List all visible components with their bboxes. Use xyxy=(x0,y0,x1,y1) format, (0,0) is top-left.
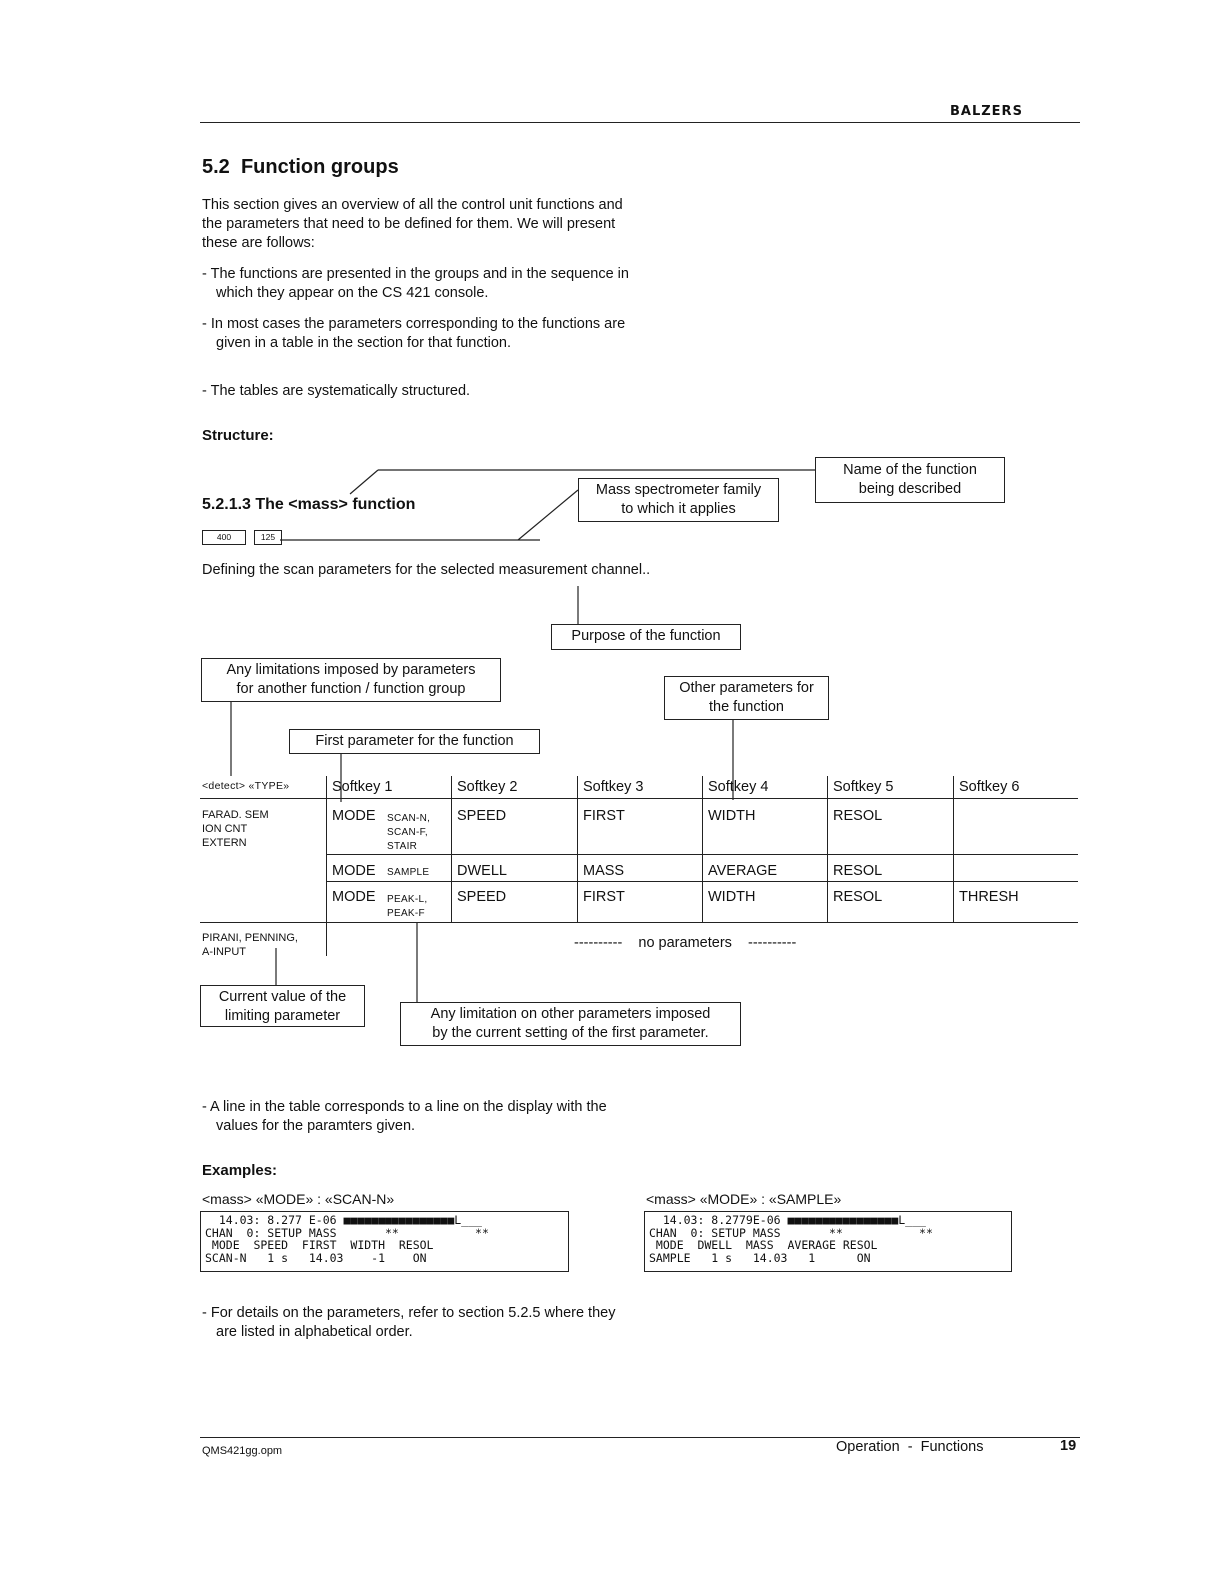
detector-name: ION CNT xyxy=(202,823,248,835)
no-parameters-text: ---------- no parameters ---------- xyxy=(574,935,797,951)
examples-heading: Examples: xyxy=(202,1162,278,1179)
family-key-125: 125 xyxy=(254,530,282,545)
table-header-softkey-6: Softkey 6 xyxy=(959,779,1020,795)
table-col-divider xyxy=(953,776,954,922)
example-left-caption: <mass> «MODE» : «SCAN-N» xyxy=(202,1191,395,1207)
callout-text: being described xyxy=(858,481,962,497)
example-right-display xyxy=(644,1211,1012,1272)
mode-option: STAIR xyxy=(387,841,418,852)
intro-paragraph: This section gives an overview of all the control unit functions and the parameters that need to be defined for them. We will present these are follows: xyxy=(202,197,623,251)
table-row-3-cell: FIRST xyxy=(583,889,625,905)
table-row-2-cell: DWELL xyxy=(457,863,507,879)
callout-text: Any limitation on other parameters imposed xyxy=(430,1006,711,1022)
table-row-3-cell: SPEED xyxy=(457,889,507,905)
callout-first-param: First parameter for the function xyxy=(289,729,540,754)
callout-text: to which it applies xyxy=(621,501,736,517)
section-number: 5.2 xyxy=(202,156,230,178)
display-line: 14.03: 8.2779E-06 ■■■■■■■■■■■■■■■■L___ xyxy=(649,1213,926,1227)
table-row-2-mode: MODE xyxy=(332,863,376,879)
table-group-rule xyxy=(200,922,1078,923)
table-row-2-cell: MASS xyxy=(583,863,625,879)
table-row-3-cell: WIDTH xyxy=(708,889,756,905)
table-row-2-cell: RESOL xyxy=(833,863,883,879)
table-header-rule xyxy=(200,798,1078,799)
callout-text: Name of the function xyxy=(843,462,977,478)
display-line: 14.03: 8.277 E-06 ■■■■■■■■■■■■■■■■L___ xyxy=(205,1213,482,1227)
footer-filename: QMS421gg.opm xyxy=(202,1445,283,1457)
page-number: 19 xyxy=(1060,1438,1077,1454)
display-line: MODE SPEED FIRST WIDTH RESOL xyxy=(205,1238,434,1253)
note-table-line: - A line in the table corresponds to a line on the display with the values for the paramters given. xyxy=(202,1099,607,1134)
detector-name: A-INPUT xyxy=(202,946,246,958)
mode-option: SCAN-N, xyxy=(387,813,431,824)
table-row-3-mode: MODE xyxy=(332,889,376,905)
table-header-softkey-2: Softkey 2 xyxy=(457,779,518,795)
callout-text: Mass spectrometer family xyxy=(595,482,762,498)
example-right-caption: <mass> «MODE» : «SAMPLE» xyxy=(646,1191,842,1207)
callout-text: by the current setting of the first parameter. xyxy=(432,1025,709,1041)
table-row-rule xyxy=(327,854,1078,855)
callout-text: for another function / function group xyxy=(236,681,466,697)
detector-name: FARAD. SEM xyxy=(202,809,269,821)
table-col-divider xyxy=(827,776,828,922)
table-row-1-cell: RESOL xyxy=(833,808,883,824)
callout-text: limiting parameter xyxy=(224,1008,341,1024)
display-line: CHAN 0: SETUP MASS ** ** xyxy=(205,1225,489,1240)
table-header-softkey-5: Softkey 5 xyxy=(833,779,894,795)
group1-detector-label xyxy=(202,808,269,850)
table-row-3-cell: RESOL xyxy=(833,889,883,905)
table-col-divider xyxy=(702,776,703,922)
table-row-rule xyxy=(327,881,1078,882)
footer-rule xyxy=(200,1437,1080,1438)
callout-text: Other parameters for xyxy=(679,680,814,696)
display-line: CHAN 0: SETUP MASS ** ** xyxy=(649,1225,933,1240)
display-line: SAMPLE 1 s 14.03 1 ON xyxy=(649,1250,871,1265)
callout-function-name xyxy=(815,457,1005,503)
callout-text: Any limitations imposed by parameters xyxy=(226,662,476,678)
table-row-2-cell: AVERAGE xyxy=(708,863,778,879)
table-row-3-cell: THRESH xyxy=(959,889,1019,905)
table-header-softkey-4: Softkey 4 xyxy=(708,779,769,795)
table-row-1-cell: WIDTH xyxy=(708,808,756,824)
structure-heading: Structure: xyxy=(202,427,274,444)
footer-section: Operation - Functions xyxy=(836,1439,984,1455)
detector-name: EXTERN xyxy=(202,837,247,849)
display-line: MODE DWELL MASS AVERAGE RESOL xyxy=(649,1238,878,1253)
table-row-1-options xyxy=(387,812,430,854)
mode-option: SCAN-F, xyxy=(387,827,428,838)
callout-other-params xyxy=(664,676,829,720)
example-function-title: 5.2.1.3 The <mass> function xyxy=(202,496,416,513)
mode-option: SAMPLE xyxy=(387,867,430,878)
table-row-3-options xyxy=(387,893,427,921)
bullet-2: - In most cases the parameters corresponding to the functions are given in a table in the section for that function. xyxy=(202,316,626,351)
table-corner-label: <detect> «TYPE» xyxy=(202,780,290,792)
bullet-1: - The functions are presented in the groups and in the sequence in which they appear on the CS 421 console. xyxy=(202,266,629,301)
section-title: Function groups xyxy=(240,156,399,178)
brand-logo: BALZERS xyxy=(950,104,1023,119)
bullet-3: - The tables are systematically structured. xyxy=(202,383,471,399)
example-left-display xyxy=(200,1211,569,1272)
table-header-softkey-3: Softkey 3 xyxy=(583,779,644,795)
table-row-1-cell: SPEED xyxy=(457,808,507,824)
display-line: SCAN-N 1 s 14.03 -1 ON xyxy=(205,1250,427,1265)
family-key-400: 400 xyxy=(202,530,246,545)
callout-limitations xyxy=(201,658,501,702)
callout-spectrometer-family xyxy=(578,478,779,522)
table-col-divider xyxy=(577,776,578,922)
callout-text: Current value of the xyxy=(218,989,347,1005)
table-col-divider xyxy=(326,776,327,956)
callout-text: the function xyxy=(709,699,784,715)
callout-any-limitation xyxy=(400,1002,741,1046)
table-col-divider xyxy=(451,776,452,922)
callout-current-value xyxy=(200,985,365,1027)
callout-purpose: Purpose of the function xyxy=(551,624,741,650)
note-details: - For details on the parameters, refer to section 5.2.5 where they are listed in alphabetical order. xyxy=(202,1305,616,1340)
mode-option: PEAK-F xyxy=(387,908,425,919)
table-row-1-mode: MODE xyxy=(332,808,376,824)
table-row-2-options xyxy=(387,867,429,878)
group2-detector-label xyxy=(202,931,298,959)
function-description: Defining the scan parameters for the selected measurement channel.. xyxy=(202,562,651,578)
table-row-1-cell: FIRST xyxy=(583,808,625,824)
detector-name: PIRANI, PENNING, xyxy=(202,932,298,944)
table-header-softkey-1: Softkey 1 xyxy=(332,779,393,795)
mode-option: PEAK-L, xyxy=(387,894,428,905)
